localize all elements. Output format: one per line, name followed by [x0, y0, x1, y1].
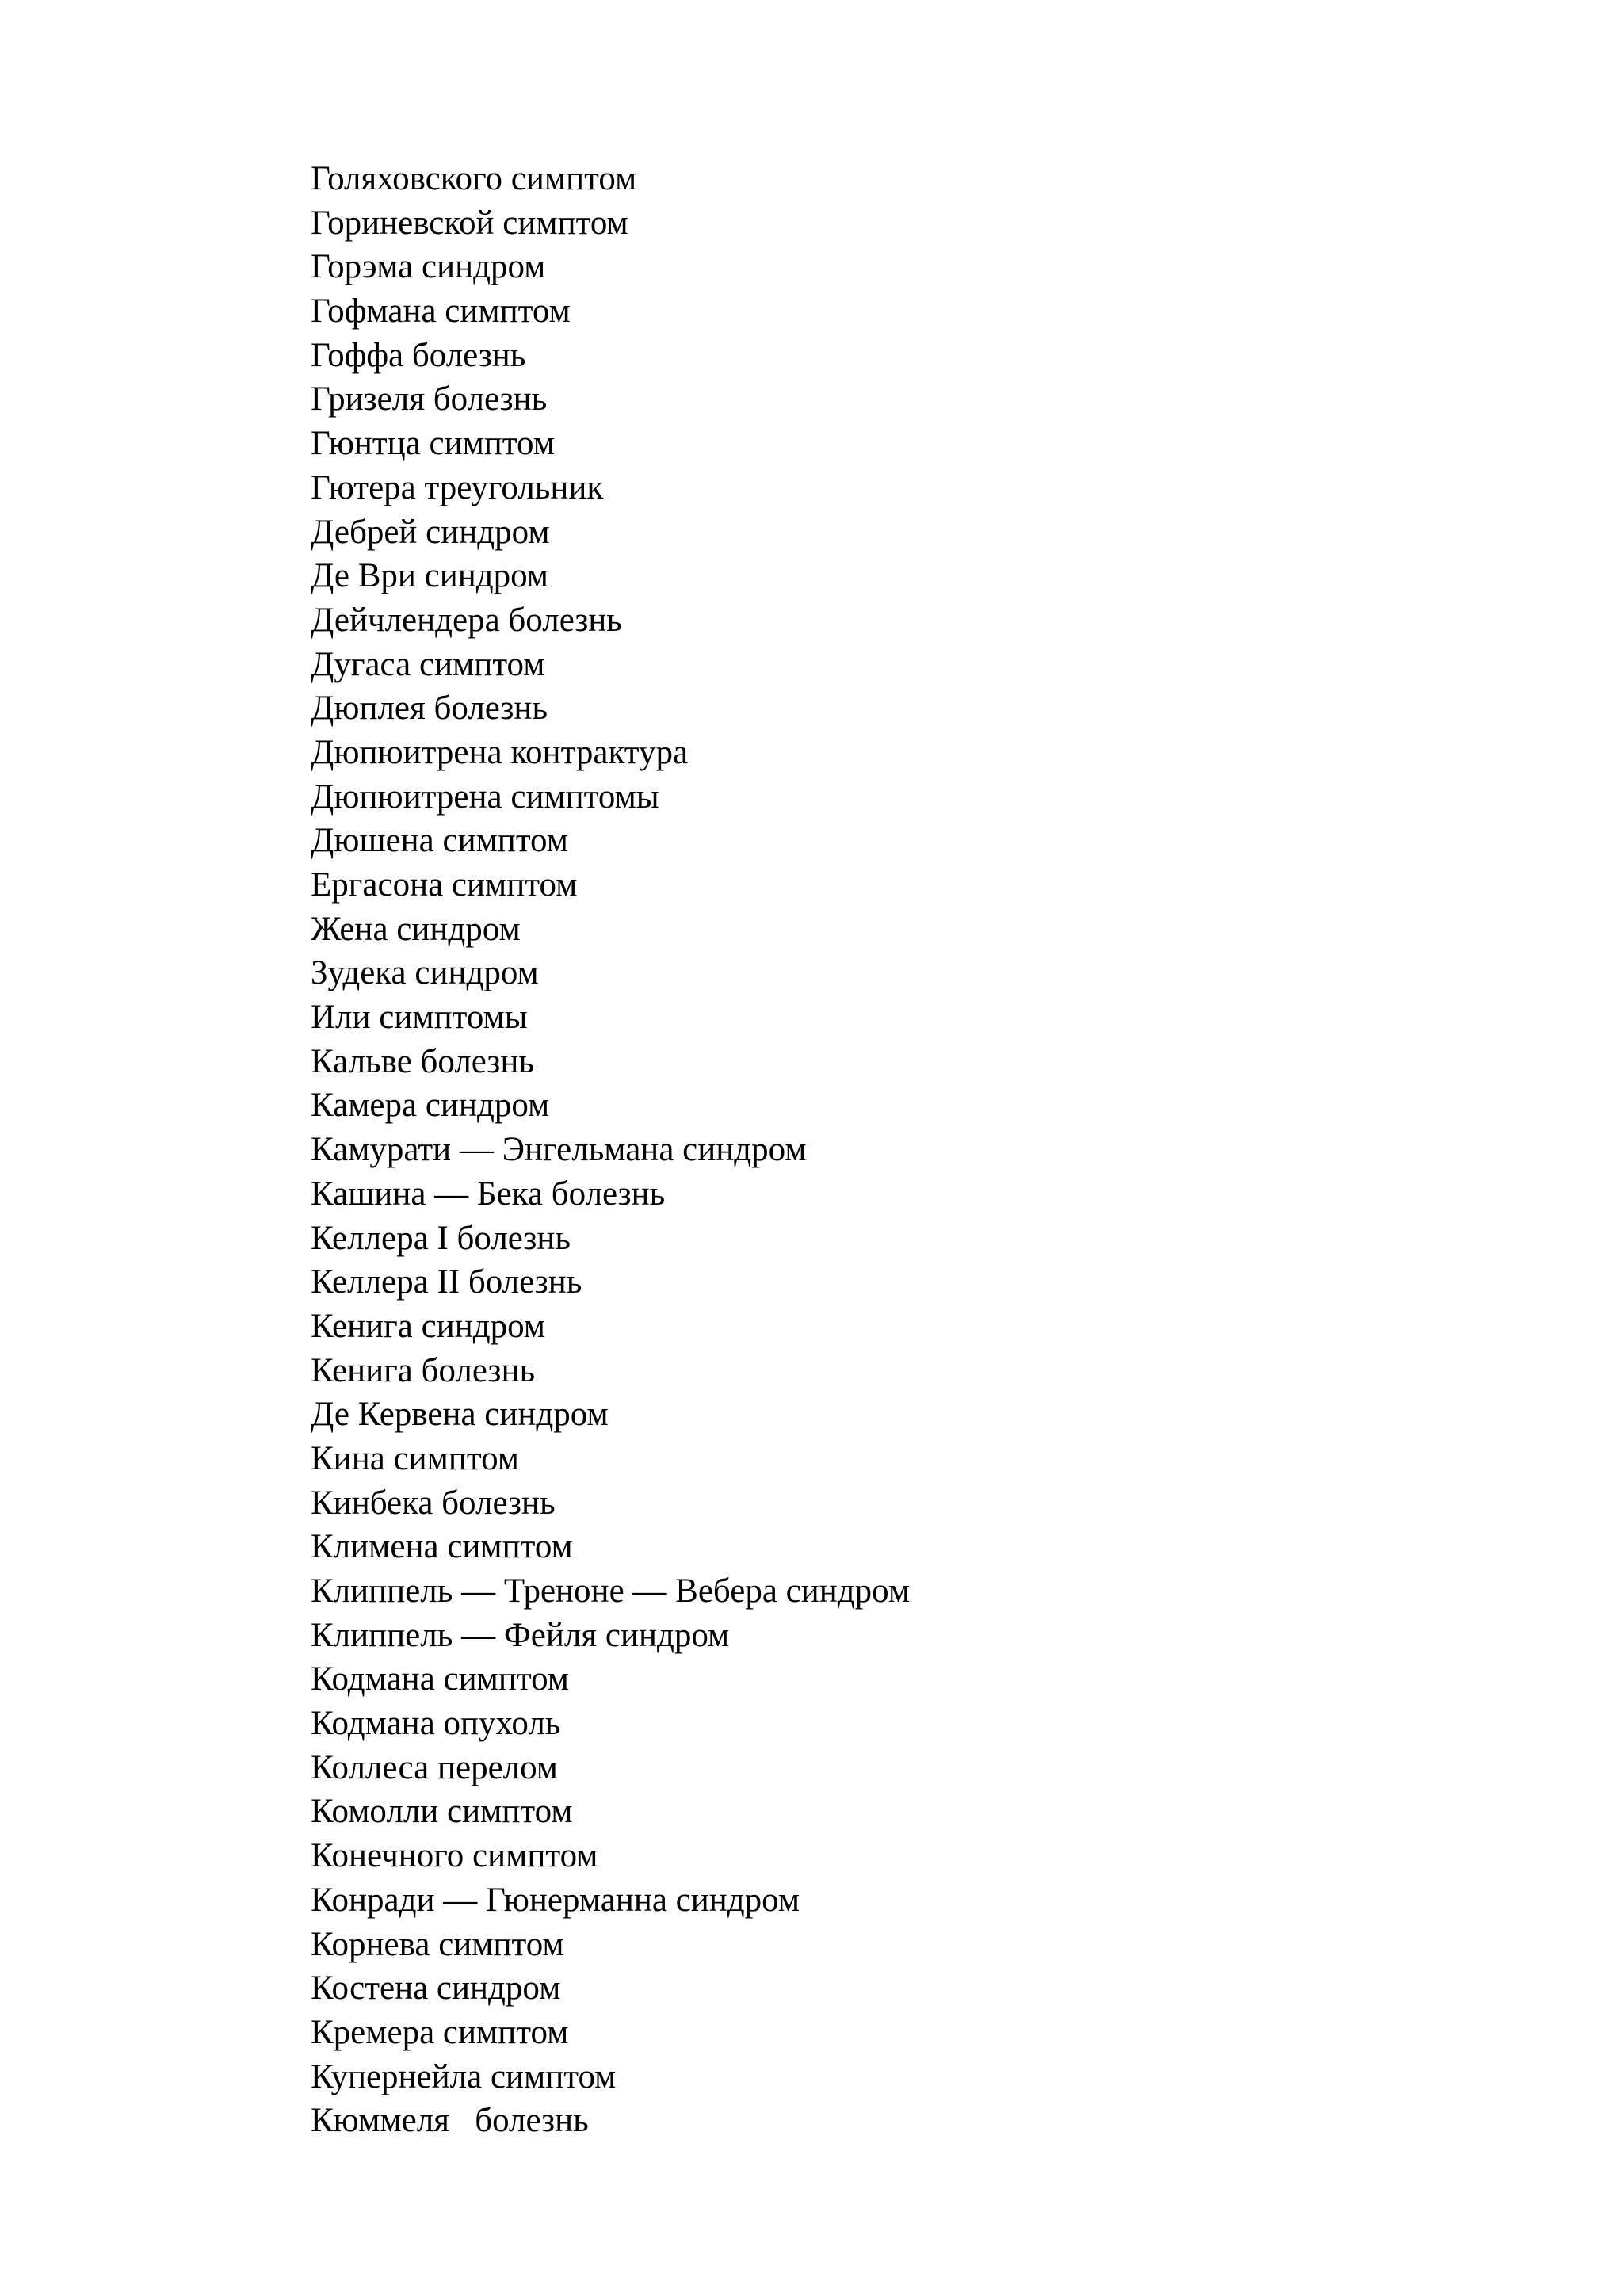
- list-item: Гоффа болезнь: [311, 336, 526, 374]
- list-item: Кенига болезнь: [311, 1351, 536, 1389]
- list-item: Зудека синдром: [311, 954, 539, 992]
- list-item: Келлера II болезнь: [311, 1263, 582, 1301]
- list-item: Конечного симптом: [311, 1837, 598, 1875]
- list-item: Камера синдром: [311, 1087, 550, 1125]
- list-item: Клиппель — Фейля синдром: [311, 1616, 730, 1654]
- list-item: Келлера I болезнь: [311, 1219, 571, 1257]
- list-item: Климена симптом: [311, 1528, 573, 1566]
- list-item: Дюпюитрена симптомы: [311, 777, 659, 816]
- list-item: Кремера симптом: [311, 2013, 569, 2051]
- list-item: Кюммеля болезнь: [311, 2102, 589, 2140]
- list-item: Жена синдром: [311, 910, 521, 948]
- list-item: Де Ври синдром: [311, 557, 549, 595]
- list-item: Горэма синдром: [311, 248, 546, 286]
- list-item: Дейчлендера болезнь: [311, 601, 622, 639]
- list-item: Голяховского симптом: [311, 160, 637, 197]
- list-item: Кина симптом: [311, 1439, 519, 1477]
- list-item: Дюшена симптом: [311, 822, 568, 860]
- list-item: Конради — Гюнерманна синдром: [311, 1881, 800, 1919]
- list-item: Дугаса симптом: [311, 645, 545, 683]
- list-item: Кашина — Бека болезнь: [311, 1175, 666, 1213]
- list-item: Гюнтца симптом: [311, 425, 555, 463]
- list-item: Коллеса перелом: [311, 1748, 559, 1786]
- list-item: Ергасона симптом: [311, 866, 578, 904]
- list-item: Кенига синдром: [311, 1307, 546, 1345]
- list-item: Де Кервена синдром: [311, 1396, 609, 1434]
- list-item: Гризеля болезнь: [311, 380, 548, 418]
- list-item: Дюпюитрена контрактура: [311, 733, 689, 771]
- list-item: Корнева симптом: [311, 1925, 564, 1963]
- list-item: Гютера треугольник: [311, 468, 604, 506]
- list-item: Кодмана опухоль: [311, 1705, 561, 1743]
- list-item: Гофмана симптом: [311, 292, 571, 330]
- list-item: Кинбека болезнь: [311, 1484, 556, 1522]
- list-item: Камурати — Энгельмана синдром: [311, 1131, 807, 1169]
- list-item: Костена синдром: [311, 1969, 561, 2008]
- list-item: Кальве болезнь: [311, 1042, 535, 1080]
- term-list: [311, 157, 910, 2143]
- list-item: Купернейла симптом: [311, 2057, 617, 2095]
- list-item: Кодмана симптом: [311, 1660, 569, 1698]
- list-item: Комолли симптом: [311, 1793, 573, 1831]
- list-item: Дюплея болезнь: [311, 690, 548, 728]
- list-item: Гориневской симптом: [311, 204, 628, 242]
- list-item: Или симптомы: [311, 999, 528, 1037]
- list-item: Клиппель — Треноне — Вебера синдром: [311, 1572, 911, 1610]
- list-item: Дебрей синдром: [311, 513, 550, 551]
